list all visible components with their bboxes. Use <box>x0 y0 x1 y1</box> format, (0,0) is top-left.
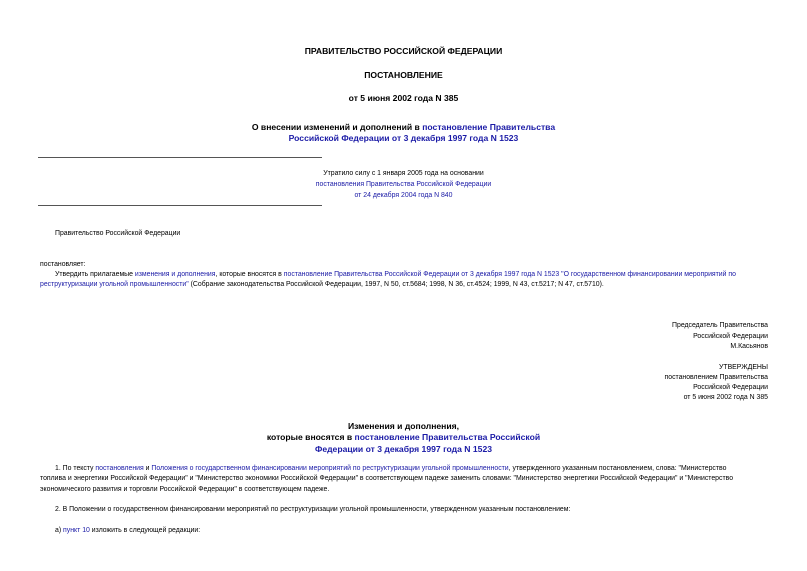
changes-title-line2 <box>0 432 807 443</box>
changes-title-line1: Изменения и дополнения, <box>347 421 460 431</box>
item-a-link-point10[interactable]: пункт 10 <box>63 527 90 534</box>
item1-and: и <box>143 465 152 472</box>
title-prefix: О внесении изменений и дополнений в <box>251 122 423 132</box>
repeal-note-link-decree[interactable]: постановления Правительства Российской Федерации <box>315 181 492 188</box>
government-heading: ПРАВИТЕЛЬСТВО РОССИЙСКОЙ ФЕДЕРАЦИИ <box>304 46 503 56</box>
p1-link-restructuring[interactable]: реструктуризации угольной промышленности" <box>40 281 189 288</box>
preamble-decrees: постановляет: <box>40 261 86 268</box>
item-a-start: а) <box>55 527 64 534</box>
document-type-heading: ПОСТАНОВЛЕНИЕ <box>364 70 443 80</box>
document-title <box>0 122 807 133</box>
p1-link-decree[interactable]: постановление Правительства Российской Федерации от 3 декабря 1997 года N 1523 "О государственном финансировании мероприятий по <box>283 271 736 278</box>
title-link-decree-date[interactable]: Российской Федерации от 3 декабря 1997 года N 1523 <box>288 133 519 143</box>
item1-link-decree[interactable]: постановления <box>95 465 144 472</box>
repeal-note-link-date[interactable]: от 24 декабря 2004 года N 840 <box>354 192 453 199</box>
signature-name: М.Касьянов <box>730 343 768 350</box>
signature-title-line2: Российской Федерации <box>693 333 768 340</box>
item1-line2: топлива и энергетики Российской Федерации" и "Министерство экономики Российской Федерации" в соответствующем падеже заменить словами: "Министерство энергетики Российской Федерации" и "Министерство <box>40 475 734 482</box>
item-a-end: изложить в следующей редакции: <box>89 527 201 534</box>
document-title-line2 <box>0 133 807 144</box>
changes-title-link-date[interactable]: Федерации от 3 декабря 1997 года N 1523 <box>314 444 492 454</box>
item2-paragraph: 2. В Положении о государственном финансировании мероприятий по реструктуризации угольной промышленности, утвержденном указанным постановлением: <box>55 506 571 513</box>
item1-start: 1. По тексту <box>55 465 96 472</box>
signature-title-line1: Председатель Правительства <box>672 322 768 329</box>
p1-end: (Собрание законодательства Российской Федерации, 1997, N 50, ст.5684; 1998, N 36, ст.4524; 1999, N 43, ст.5217; N 47, ст.5710). <box>188 281 604 288</box>
document-date-number: от 5 июня 2002 года N 385 <box>348 93 459 103</box>
approved-line3: Российской Федерации <box>693 384 768 391</box>
changes-title-prefix: которые вносятся в <box>266 432 355 442</box>
item1-link-regulation[interactable]: Положения о государственном финансировании мероприятий по реструктуризации угольной промышленности <box>151 465 509 472</box>
approved-line4: от 5 июня 2002 года N 385 <box>683 394 768 401</box>
p1-start: Утвердить прилагаемые <box>55 271 135 278</box>
approved-heading: УТВЕРЖДЕНЫ <box>719 364 768 371</box>
changes-title-line3 <box>0 444 807 455</box>
divider-bottom <box>38 205 322 206</box>
divider-top <box>38 157 322 158</box>
changes-title-link-decree[interactable]: постановление Правительства Российской <box>354 432 541 442</box>
approved-line2: постановлением Правительства <box>664 374 768 381</box>
item1-rest: , утвержденного указанным постановлением, слова: "Министерство <box>508 465 727 472</box>
item1-line3: экономического развития и торговли Российской Федерации" в соответствующем падеже. <box>40 486 330 493</box>
repeal-note-line1: Утратило силу с 1 января 2005 года на основании <box>323 170 484 177</box>
item-a-paragraph <box>55 525 200 537</box>
repeal-note-line2 <box>38 179 769 191</box>
p1-link-changes[interactable]: изменения и дополнения <box>134 271 216 278</box>
p1-mid: , которые вносятся в <box>215 271 284 278</box>
preamble-government: Правительство Российской Федерации <box>55 230 181 237</box>
preamble-paragraph-line2 <box>40 279 770 291</box>
title-link-decree[interactable]: постановление Правительства <box>422 122 556 132</box>
repeal-note-line3 <box>38 190 769 202</box>
